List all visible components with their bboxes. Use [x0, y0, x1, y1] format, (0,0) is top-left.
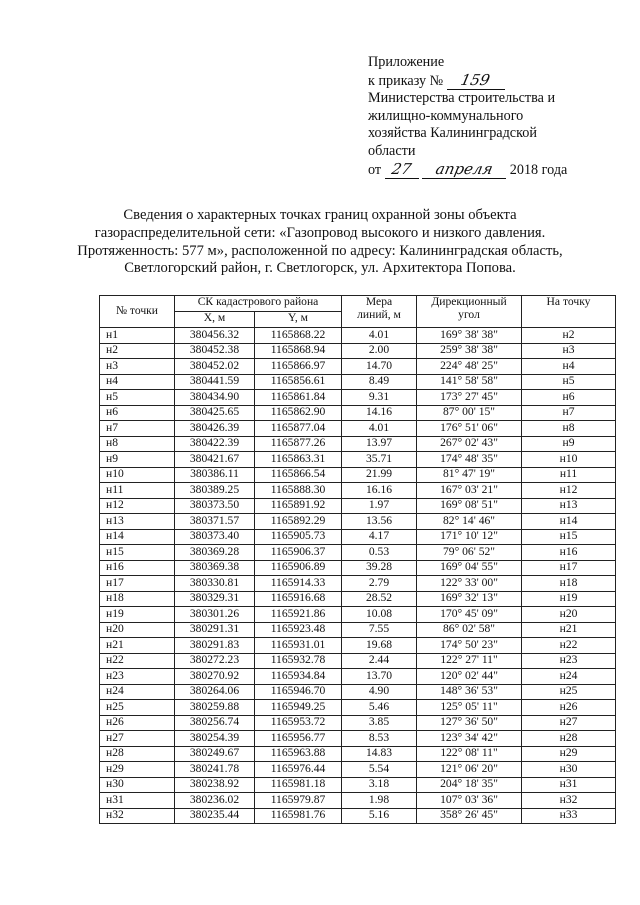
- appendix-ministry-line1: Министерства строительства и: [368, 90, 556, 107]
- heading-line-4: Светлогорский район, г. Светлогорск, ул. Архитектора Попова.: [124, 260, 516, 277]
- cell-angle: 169° 32' 13": [417, 591, 522, 607]
- cell-to-point: н24: [522, 669, 616, 685]
- cell-to-point: н29: [522, 746, 616, 762]
- cell-point: н2: [100, 343, 175, 359]
- heading-line-2: газораспределительной сети: «Газопровод высокого и низкого давления.: [94, 224, 546, 241]
- cell-to-point: н17: [522, 560, 616, 576]
- cell-to-point: н10: [522, 452, 616, 468]
- cell-y: 1165906.89: [255, 560, 342, 576]
- cell-to-point: н7: [522, 405, 616, 421]
- cell-x: 380330.81: [175, 576, 255, 592]
- cell-to-point: н3: [522, 343, 616, 359]
- cell-y: 1165981.18: [255, 777, 342, 793]
- cell-to-point: н31: [522, 777, 616, 793]
- cell-angle: 259° 38' 38": [417, 343, 522, 359]
- cell-x: 380256.74: [175, 715, 255, 731]
- table-row: [100, 467, 616, 483]
- cell-x: 380291.31: [175, 622, 255, 638]
- cell-to-point: н8: [522, 421, 616, 437]
- table-row: [100, 638, 616, 654]
- table-row: [100, 328, 616, 344]
- cell-y: 1165953.72: [255, 715, 342, 731]
- cell-y: 1165946.70: [255, 684, 342, 700]
- appendix-date-day: 27: [390, 159, 414, 178]
- table-row: [100, 746, 616, 762]
- cell-measure: 8.53: [342, 731, 417, 747]
- cell-measure: 5.16: [342, 808, 417, 824]
- cell-angle: 204° 18' 35": [417, 777, 522, 793]
- cell-measure: 4.01: [342, 421, 417, 437]
- cell-y: 1165866.54: [255, 467, 342, 483]
- cell-x: 380241.78: [175, 762, 255, 778]
- cell-to-point: н30: [522, 762, 616, 778]
- cell-measure: 13.97: [342, 436, 417, 452]
- appendix-date-month: апреля: [433, 159, 495, 178]
- appendix-date-month-field: [422, 161, 506, 179]
- cell-x: 380369.38: [175, 560, 255, 576]
- cell-angle: 224° 48' 25": [417, 359, 522, 375]
- cell-point: н13: [100, 514, 175, 530]
- cell-angle: 107° 03' 36": [417, 793, 522, 809]
- cell-to-point: н16: [522, 545, 616, 561]
- cell-measure: 2.79: [342, 576, 417, 592]
- cell-x: 380329.31: [175, 591, 255, 607]
- table-row: [100, 793, 616, 809]
- cell-y: 1165921.86: [255, 607, 342, 623]
- cell-x: 380389.25: [175, 483, 255, 499]
- cell-x: 380422.39: [175, 436, 255, 452]
- cell-y: 1165949.25: [255, 700, 342, 716]
- cell-point: н9: [100, 452, 175, 468]
- cell-y: 1165963.88: [255, 746, 342, 762]
- cell-measure: 1.98: [342, 793, 417, 809]
- cell-point: н19: [100, 607, 175, 623]
- cell-angle: 86° 02' 58": [417, 622, 522, 638]
- cell-angle: 174° 48' 35": [417, 452, 522, 468]
- cell-measure: 7.55: [342, 622, 417, 638]
- cell-point: н7: [100, 421, 175, 437]
- header-angle-line1: Дирекционный: [431, 295, 507, 308]
- cell-measure: 0.53: [342, 545, 417, 561]
- table-row: [100, 452, 616, 468]
- cell-measure: 16.16: [342, 483, 417, 499]
- cell-point: н28: [100, 746, 175, 762]
- coordinates-table-body: [100, 328, 616, 824]
- cell-point: н26: [100, 715, 175, 731]
- table-row: [100, 653, 616, 669]
- cell-angle: 267° 02' 43": [417, 436, 522, 452]
- appendix-order-number-field: [447, 72, 505, 90]
- header-to-point: На точку: [522, 296, 616, 328]
- cell-x: 380425.65: [175, 405, 255, 421]
- cell-angle: 123° 34' 42": [417, 731, 522, 747]
- cell-measure: 2.00: [342, 343, 417, 359]
- table-row: [100, 622, 616, 638]
- cell-point: н6: [100, 405, 175, 421]
- cell-y: 1165932.78: [255, 653, 342, 669]
- cell-point: н22: [100, 653, 175, 669]
- header-y: Y, м: [255, 312, 342, 328]
- cell-point: н16: [100, 560, 175, 576]
- cell-to-point: н4: [522, 359, 616, 375]
- table-row: [100, 405, 616, 421]
- cell-to-point: н18: [522, 576, 616, 592]
- header-coordinate-system: СК кадастрового района: [175, 296, 342, 312]
- table-row: [100, 483, 616, 499]
- cell-angle: 174° 50' 23": [417, 638, 522, 654]
- cell-x: 380434.90: [175, 390, 255, 406]
- appendix-ministry-line2: жилищно-коммунального: [368, 107, 524, 124]
- cell-point: н31: [100, 793, 175, 809]
- table-row: [100, 762, 616, 778]
- cell-to-point: н26: [522, 700, 616, 716]
- cell-measure: 21.99: [342, 467, 417, 483]
- table-row: [100, 591, 616, 607]
- table-row: [100, 777, 616, 793]
- cell-angle: 87° 00' 15": [417, 405, 522, 421]
- header-point: № точки: [100, 296, 175, 328]
- cell-y: 1165856.61: [255, 374, 342, 390]
- cell-x: 380441.59: [175, 374, 255, 390]
- cell-angle: 122° 27' 11": [417, 653, 522, 669]
- header-measure: [342, 296, 417, 328]
- appendix-order-number: 159: [459, 70, 492, 89]
- heading-line-1: Сведения о характерных точках границ охранной зоны объекта: [123, 207, 517, 223]
- cell-to-point: н21: [522, 622, 616, 638]
- table-row: [100, 421, 616, 437]
- cell-to-point: н9: [522, 436, 616, 452]
- cell-point: н15: [100, 545, 175, 561]
- cell-measure: 4.17: [342, 529, 417, 545]
- appendix-date-day-field: [385, 161, 419, 179]
- cell-y: 1165866.97: [255, 359, 342, 375]
- cell-y: 1165931.01: [255, 638, 342, 654]
- cell-x: 380236.02: [175, 793, 255, 809]
- appendix-block: [368, 54, 608, 179]
- cell-x: 380426.39: [175, 421, 255, 437]
- cell-point: н17: [100, 576, 175, 592]
- cell-measure: 3.18: [342, 777, 417, 793]
- table-row: [100, 607, 616, 623]
- cell-angle: 167° 03' 21": [417, 483, 522, 499]
- cell-measure: 14.16: [342, 405, 417, 421]
- cell-angle: 79° 06' 52": [417, 545, 522, 561]
- cell-to-point: н11: [522, 467, 616, 483]
- cell-point: н18: [100, 591, 175, 607]
- cell-angle: 122° 33' 00": [417, 576, 522, 592]
- cell-x: 380254.39: [175, 731, 255, 747]
- cell-y: 1165877.26: [255, 436, 342, 452]
- cell-x: 380456.32: [175, 328, 255, 344]
- cell-x: 380386.11: [175, 467, 255, 483]
- cell-y: 1165956.77: [255, 731, 342, 747]
- appendix-date-prefix: от: [368, 161, 382, 178]
- table-row: [100, 514, 616, 530]
- appendix-order-prefix: к приказу №: [368, 72, 444, 89]
- cell-y: 1165868.94: [255, 343, 342, 359]
- cell-angle: 122° 08' 11": [417, 746, 522, 762]
- cell-x: 380249.67: [175, 746, 255, 762]
- cell-measure: 13.70: [342, 669, 417, 685]
- table-row: [100, 731, 616, 747]
- cell-to-point: н2: [522, 328, 616, 344]
- cell-to-point: н15: [522, 529, 616, 545]
- table-row: [100, 529, 616, 545]
- cell-to-point: н14: [522, 514, 616, 530]
- table-row: [100, 560, 616, 576]
- cell-x: 380301.26: [175, 607, 255, 623]
- cell-x: 380371.57: [175, 514, 255, 530]
- cell-point: н3: [100, 359, 175, 375]
- appendix-date-year: 2018 года: [509, 161, 568, 178]
- cell-angle: 358° 26' 45": [417, 808, 522, 824]
- table-row: [100, 715, 616, 731]
- cell-to-point: н19: [522, 591, 616, 607]
- cell-angle: 176° 51' 06": [417, 421, 522, 437]
- cell-angle: 171° 10' 12": [417, 529, 522, 545]
- table-row: [100, 669, 616, 685]
- cell-x: 380272.23: [175, 653, 255, 669]
- header-x: X, м: [175, 312, 255, 328]
- cell-y: 1165914.33: [255, 576, 342, 592]
- cell-to-point: н28: [522, 731, 616, 747]
- cell-measure: 8.49: [342, 374, 417, 390]
- cell-measure: 5.54: [342, 762, 417, 778]
- cell-point: н25: [100, 700, 175, 716]
- coordinates-table-header: [100, 296, 616, 328]
- cell-angle: 120° 02' 44": [417, 669, 522, 685]
- cell-to-point: н13: [522, 498, 616, 514]
- header-angle-line2: угол: [458, 307, 480, 321]
- cell-angle: 121° 06' 20": [417, 762, 522, 778]
- cell-y: 1165979.87: [255, 793, 342, 809]
- cell-angle: 169° 04' 55": [417, 560, 522, 576]
- cell-measure: 35.71: [342, 452, 417, 468]
- cell-x: 380264.06: [175, 684, 255, 700]
- cell-x: 380452.38: [175, 343, 255, 359]
- cell-measure: 13.56: [342, 514, 417, 530]
- table-row: [100, 343, 616, 359]
- cell-angle: 82° 14' 46": [417, 514, 522, 530]
- cell-measure: 14.70: [342, 359, 417, 375]
- cell-point: н12: [100, 498, 175, 514]
- cell-x: 380373.50: [175, 498, 255, 514]
- cell-to-point: н32: [522, 793, 616, 809]
- cell-y: 1165888.30: [255, 483, 342, 499]
- cell-x: 380291.83: [175, 638, 255, 654]
- cell-y: 1165981.76: [255, 808, 342, 824]
- cell-x: 380373.40: [175, 529, 255, 545]
- cell-point: н24: [100, 684, 175, 700]
- cell-y: 1165923.48: [255, 622, 342, 638]
- cell-y: 1165863.31: [255, 452, 342, 468]
- cell-y: 1165891.92: [255, 498, 342, 514]
- table-row: [100, 436, 616, 452]
- appendix-ministry-line3: хозяйства Калининградской: [368, 125, 537, 142]
- cell-point: н30: [100, 777, 175, 793]
- cell-point: н14: [100, 529, 175, 545]
- cell-y: 1165892.29: [255, 514, 342, 530]
- cell-point: н32: [100, 808, 175, 824]
- cell-point: н21: [100, 638, 175, 654]
- table-row: [100, 545, 616, 561]
- cell-x: 380421.67: [175, 452, 255, 468]
- cell-measure: 4.01: [342, 328, 417, 344]
- cell-y: 1165906.37: [255, 545, 342, 561]
- cell-measure: 10.08: [342, 607, 417, 623]
- appendix-date-line: [368, 161, 608, 180]
- cell-x: 380452.02: [175, 359, 255, 375]
- header-measure-line2: линий, м: [357, 307, 401, 321]
- cell-point: н11: [100, 483, 175, 499]
- cell-measure: 3.85: [342, 715, 417, 731]
- cell-y: 1165877.04: [255, 421, 342, 437]
- cell-angle: 125° 05' 11": [417, 700, 522, 716]
- cell-y: 1165976.44: [255, 762, 342, 778]
- cell-to-point: н33: [522, 808, 616, 824]
- cell-y: 1165916.68: [255, 591, 342, 607]
- cell-measure: 9.31: [342, 390, 417, 406]
- cell-to-point: н23: [522, 653, 616, 669]
- cell-y: 1165868.22: [255, 328, 342, 344]
- appendix-order-line: [368, 72, 608, 91]
- cell-measure: 4.90: [342, 684, 417, 700]
- header-measure-line1: Мера: [365, 295, 393, 308]
- appendix-title: Приложение: [368, 54, 445, 70]
- cell-x: 380369.28: [175, 545, 255, 561]
- cell-measure: 2.44: [342, 653, 417, 669]
- cell-measure: 14.83: [342, 746, 417, 762]
- cell-angle: 81° 47' 19": [417, 467, 522, 483]
- table-row: [100, 808, 616, 824]
- cell-angle: 170° 45' 09": [417, 607, 522, 623]
- cell-x: 380235.44: [175, 808, 255, 824]
- cell-x: 380238.92: [175, 777, 255, 793]
- document-heading: [60, 207, 580, 278]
- heading-line-3: Протяженность: 577 м», расположенной по адресу: Калининградская область,: [77, 242, 563, 259]
- cell-to-point: н20: [522, 607, 616, 623]
- table-row: [100, 498, 616, 514]
- cell-y: 1165934.84: [255, 669, 342, 685]
- cell-to-point: н5: [522, 374, 616, 390]
- header-angle: [417, 296, 522, 328]
- cell-measure: 28.52: [342, 591, 417, 607]
- cell-angle: 141° 58' 58": [417, 374, 522, 390]
- cell-measure: 5.46: [342, 700, 417, 716]
- cell-angle: 169° 38' 38": [417, 328, 522, 344]
- cell-point: н4: [100, 374, 175, 390]
- table-row: [100, 359, 616, 375]
- cell-to-point: н12: [522, 483, 616, 499]
- cell-x: 380259.88: [175, 700, 255, 716]
- cell-measure: 19.68: [342, 638, 417, 654]
- cell-point: н5: [100, 390, 175, 406]
- cell-angle: 173° 27' 45": [417, 390, 522, 406]
- table-row: [100, 374, 616, 390]
- cell-point: н23: [100, 669, 175, 685]
- cell-x: 380270.92: [175, 669, 255, 685]
- cell-measure: 39.28: [342, 560, 417, 576]
- cell-to-point: н22: [522, 638, 616, 654]
- cell-point: н8: [100, 436, 175, 452]
- cell-y: 1165862.90: [255, 405, 342, 421]
- cell-point: н20: [100, 622, 175, 638]
- cell-to-point: н27: [522, 715, 616, 731]
- table-row: [100, 684, 616, 700]
- table-row: [100, 390, 616, 406]
- table-row: [100, 576, 616, 592]
- cell-measure: 1.97: [342, 498, 417, 514]
- cell-to-point: н6: [522, 390, 616, 406]
- cell-y: 1165905.73: [255, 529, 342, 545]
- table-row: [100, 700, 616, 716]
- cell-angle: 148° 36' 53": [417, 684, 522, 700]
- appendix-ministry-line4: области: [368, 142, 416, 159]
- cell-point: н27: [100, 731, 175, 747]
- coordinates-table: [99, 295, 616, 824]
- cell-angle: 127° 36' 50": [417, 715, 522, 731]
- cell-angle: 169° 08' 51": [417, 498, 522, 514]
- cell-y: 1165861.84: [255, 390, 342, 406]
- cell-point: н1: [100, 328, 175, 344]
- cell-point: н10: [100, 467, 175, 483]
- cell-point: н29: [100, 762, 175, 778]
- cell-to-point: н25: [522, 684, 616, 700]
